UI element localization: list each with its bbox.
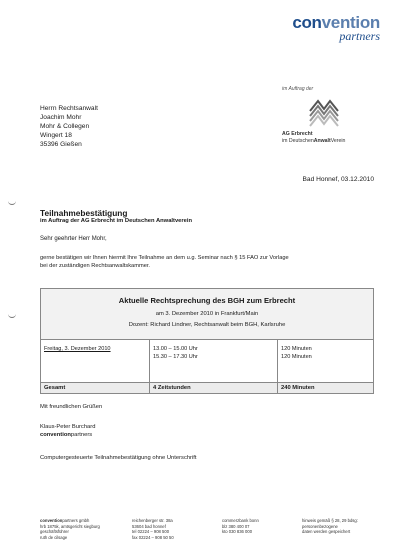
document-subtitle: im Auftrag der AG Erbrecht im Deutschen Anwaltverein <box>40 218 193 224</box>
footer-bank: commerzbank bonn blz 380 400 07 kto 030 836 000 <box>222 518 259 535</box>
total-minutes: 240 Minuten <box>281 384 315 391</box>
salutation: Sehr geehrter Herr Mohr, <box>40 236 107 242</box>
time-slot: 15.30 – 17.30 Uhr <box>153 353 198 360</box>
address-line: Mohr & Collegen <box>40 123 90 131</box>
schedule-table <box>40 339 374 383</box>
signer-company: conventionpartners <box>40 432 93 439</box>
on-behalf-label: im Auftrag der <box>282 86 314 92</box>
signer-block <box>40 423 95 439</box>
schedule-day: Freitag, 3. Dezember 2010 <box>44 346 111 352</box>
address-line: Herrn Rechtsanwalt <box>40 105 98 112</box>
logo-word-partners: partners <box>339 29 380 43</box>
conventionpartners-logo <box>292 14 380 42</box>
schedule-times <box>153 346 198 361</box>
footer-company: conventionpartners gmbh hrb 1875k, amtsgericht siegburg geschäftsführer ruth de cilsage <box>40 518 100 541</box>
address-line: Joachim Mohr <box>40 114 82 122</box>
address-line: Wingert 18 <box>40 132 72 140</box>
document-title: Teilnahmebestätigung <box>40 208 128 218</box>
course-title: Aktuelle Rechtsprechung des BGH zum Erbrecht <box>118 296 296 305</box>
fold-mark <box>8 313 16 318</box>
minutes-value: 120 Minuten <box>281 353 312 360</box>
schedule-minutes <box>281 346 312 361</box>
total-hours: 4 Zeitstunden <box>153 384 191 391</box>
computer-generated-note: Computergesteuerte Teilnahmebestätigung ohne Unterschrift <box>40 455 197 461</box>
minutes-value: 120 Minuten <box>281 346 312 352</box>
paragraph-line: bei der zuständigen Rechtsanwaltskammer. <box>40 263 151 270</box>
place-date: Bad Honnef, 03.12.2010 <box>302 176 374 183</box>
course-box <box>40 288 374 340</box>
recipient-address <box>40 104 98 149</box>
course-date-place: am 3. Dezember 2010 in Frankfurt/Main <box>155 311 259 317</box>
closing: Mit freundlichen Grüßen <box>40 404 103 410</box>
address-line: 35396 Gießen <box>40 141 82 149</box>
footer-privacy: hinweis gemäß § 28, 29 bdsg: personenbezogene daten werden gespeichert <box>302 518 358 535</box>
body-paragraph <box>40 254 370 271</box>
time-slot: 13.00 – 15.00 Uhr <box>153 346 198 352</box>
ag-erbrecht-line1: AG Erbrecht <box>282 131 313 137</box>
ag-erbrecht-line2: im DeutschenAnwaltVerein <box>282 138 346 145</box>
logo-word-con: con <box>292 13 322 32</box>
footer-address: reichenberger str. 38a 53604 bad honnef tel 02224 – 908 500 fax 02224 – 908 50 50 <box>132 518 174 541</box>
total-label: Gesamt <box>44 384 66 391</box>
paragraph-line: gerne bestätigen wir Ihnen hiermit Ihre Teilnahme an dem u.g. Seminar nach § 15 FAO zur Vorlage <box>40 255 289 261</box>
ag-erbrecht-text <box>282 131 345 145</box>
ag-erbrecht-logo-icon <box>308 97 342 134</box>
logo-word-vention: vention <box>321 13 380 32</box>
fold-mark <box>8 200 16 205</box>
total-row <box>40 382 374 394</box>
signer-name: Klaus-Peter Burchard <box>40 424 96 430</box>
course-lecturer: Dozent: Richard Lindner, Rechtsanwalt beim BGH, Karlsruhe <box>128 322 286 328</box>
